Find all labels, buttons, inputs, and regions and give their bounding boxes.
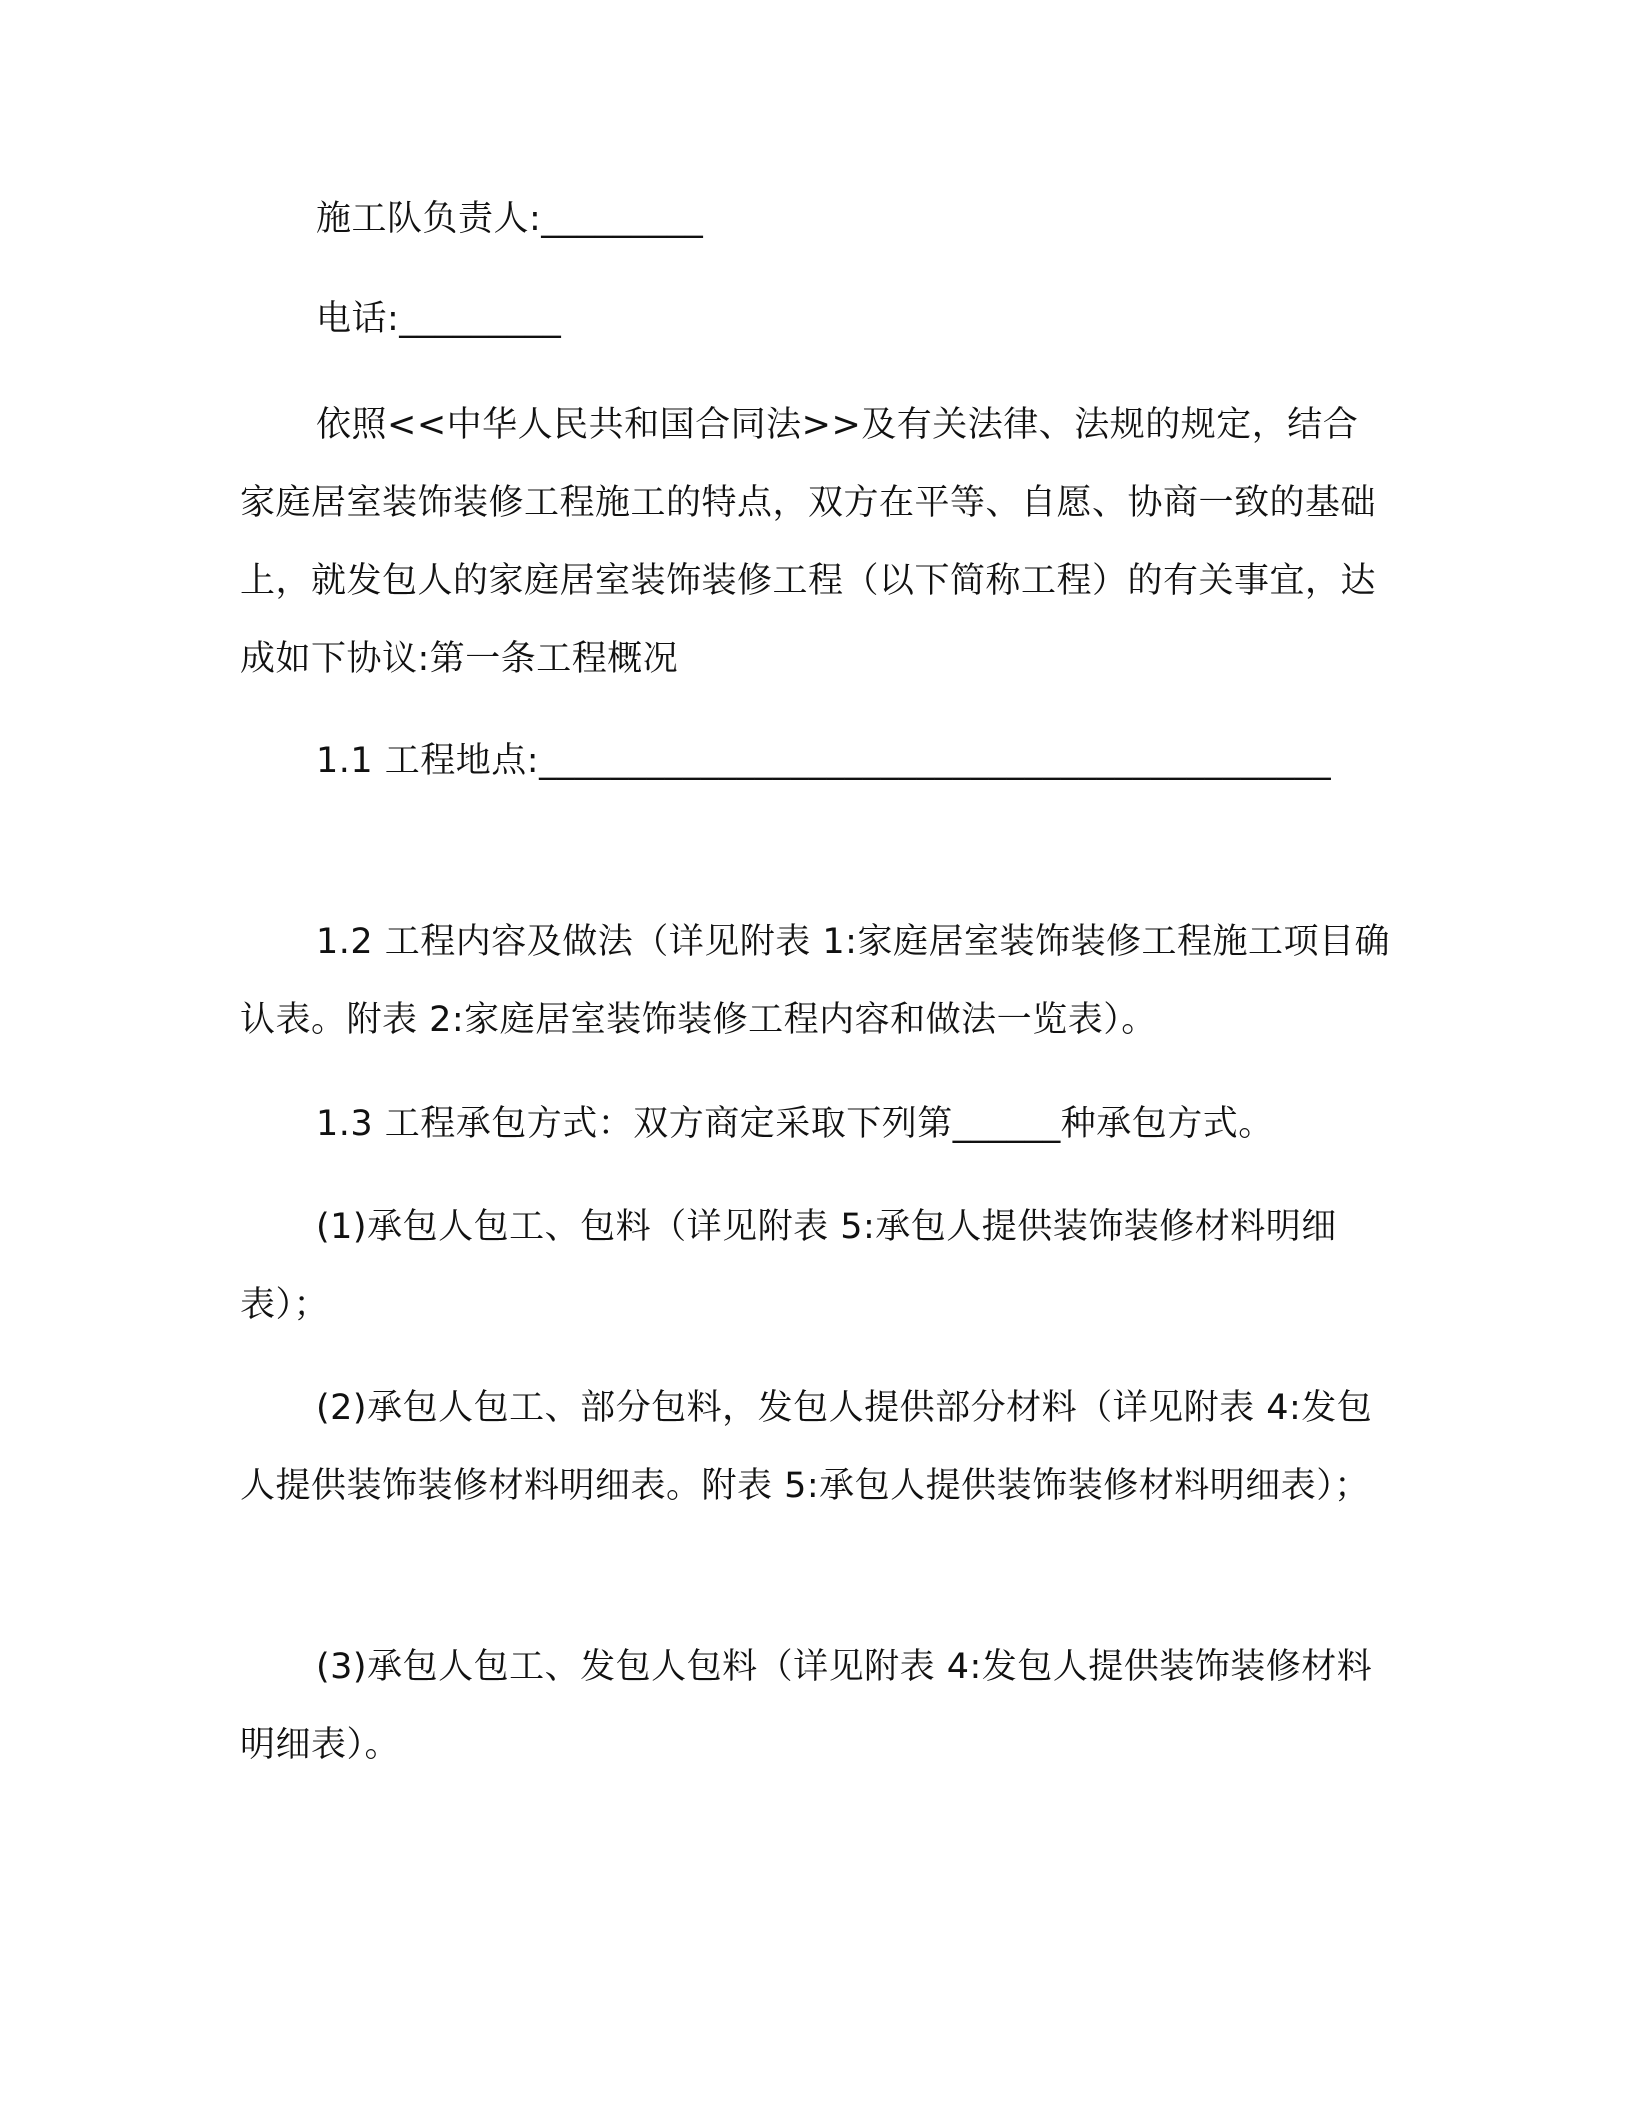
- paragraph-option-2: (2)承包人包工、部分包料，发包人提供部分材料（详见附表 4:发包人提供装饰装修材料明细表。附表 5:承包人提供装饰装修材料明细表）；: [240, 1388, 1373, 1506]
- paragraph-1-3-method: 1.3 工程承包方式：双方商定采取下列第______种承包方式。: [316, 1104, 1274, 1144]
- paragraph-option-1: (1)承包人包工、包料（详见附表 5:承包人提供装饰装修材料明细表）；: [240, 1207, 1337, 1325]
- paragraph-basis: 依照<<中华人民共和国合同法>>及有关法律、法规的规定，结合家庭居室装饰装修工程施工的特点，双方在平等、自愿、协商一致的基础上，就发包人的家庭居室装饰装修工程（以下简称工程）的有关事宜，达成如下协议:第一条工程概况: [240, 405, 1377, 679]
- paragraph-phone: 电话:_________: [316, 299, 562, 339]
- paragraph-contractor-lead: 施工队负责人:_________: [316, 199, 704, 239]
- paragraph-option-3: (3)承包人包工、发包人包料（详见附表 4:发包人提供装饰装修材料明细表）。: [240, 1647, 1373, 1765]
- paragraph-1-1-location: 1.1 工程地点:____________________________________________: [316, 741, 1332, 781]
- paragraph-1-2-content: 1.2 工程内容及做法（详见附表 1:家庭居室装饰装修工程施工项目确认表。附表 2:家庭居室装饰装修工程内容和做法一览表）。: [240, 922, 1390, 1040]
